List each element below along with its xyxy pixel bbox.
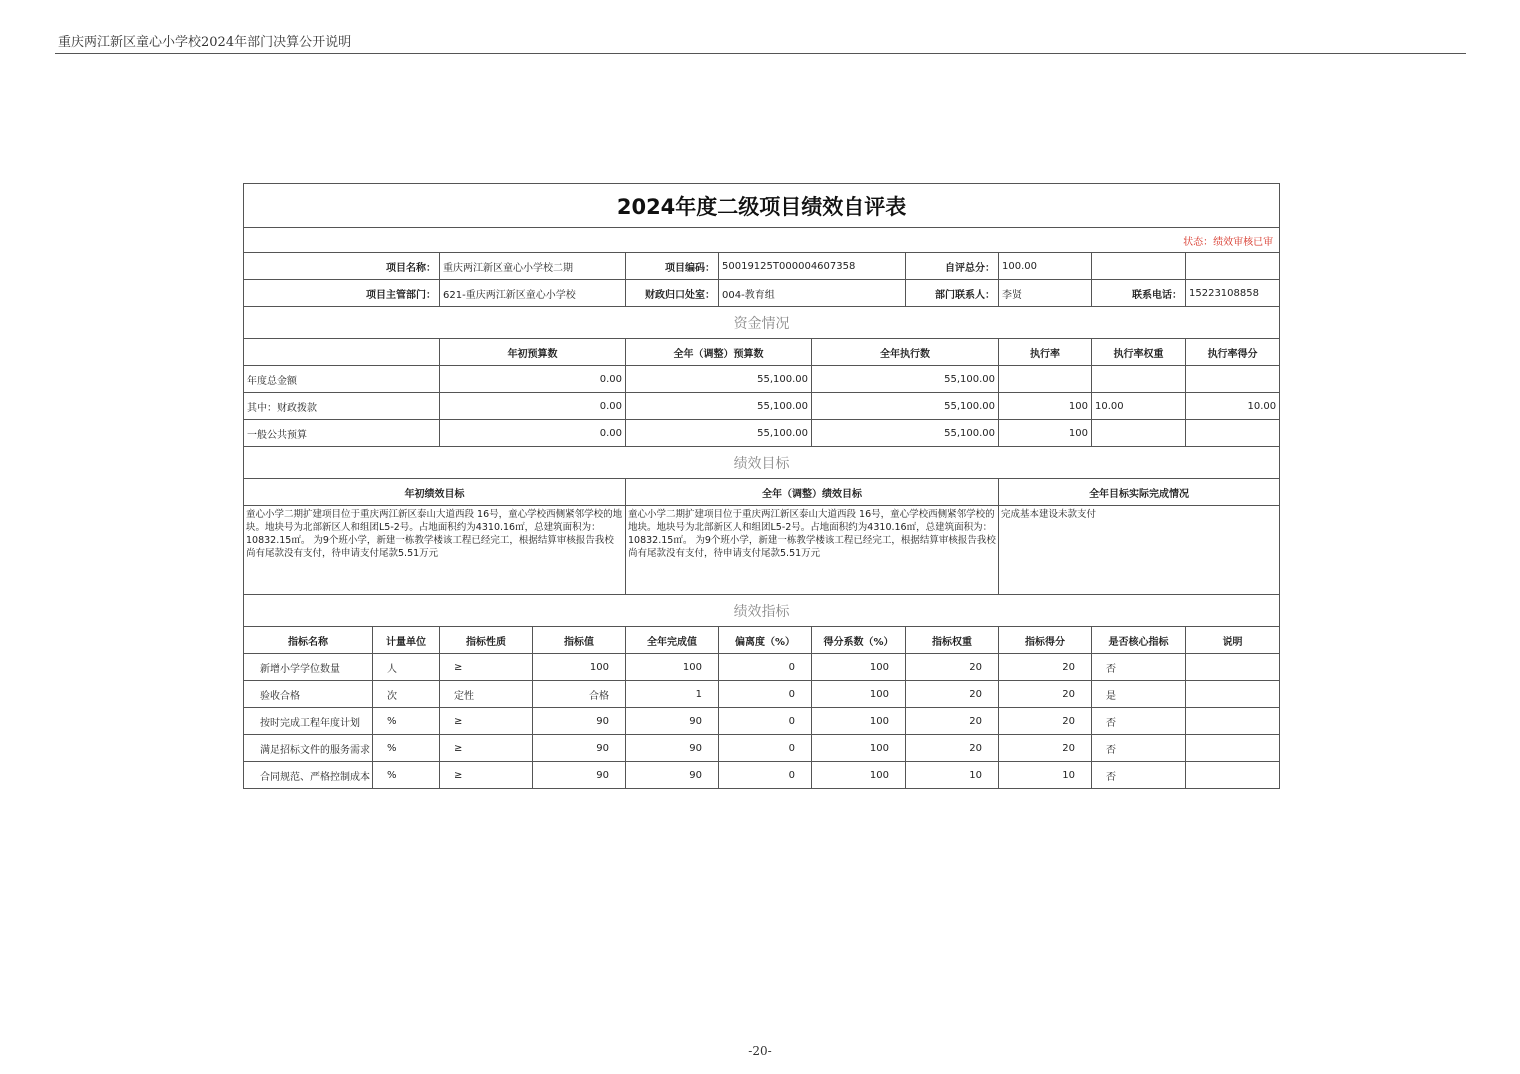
indicator-coefficient: 100 (812, 735, 906, 762)
funds-header-row (244, 339, 1280, 366)
indicator-row (244, 762, 1280, 789)
form-title: 2024年度二级项目绩效自评表 (244, 184, 1280, 228)
indicator-weight: 20 (906, 735, 999, 762)
indicator-coefficient: 100 (812, 654, 906, 681)
indicator-unit: % (373, 708, 440, 735)
info-row (244, 253, 1280, 280)
funds-adjusted: 55,100.00 (626, 420, 812, 447)
indicator-name: 验收合格 (244, 681, 373, 708)
funds-adjusted: 55,100.00 (626, 366, 812, 393)
indicator-deviation: 0 (719, 654, 812, 681)
indicators-header-row (244, 627, 1280, 654)
indicator-unit: % (373, 735, 440, 762)
funds-row (244, 366, 1280, 393)
goals-section-title: 绩效目标 (244, 447, 1280, 479)
indicator-weight: 10 (906, 762, 999, 789)
indicator-header: 指标值 (533, 627, 626, 654)
indicator-nature: ≥ (440, 708, 533, 735)
funds-initial: 0.00 (440, 366, 626, 393)
indicator-unit: 次 (373, 681, 440, 708)
funds-score (1186, 366, 1280, 393)
indicator-coefficient: 100 (812, 681, 906, 708)
funds-weight: 10.00 (1092, 393, 1186, 420)
funds-row-name: 一般公共预算 (244, 420, 440, 447)
indicator-header: 说明 (1186, 627, 1280, 654)
funds-row (244, 420, 1280, 447)
indicator-coefficient: 100 (812, 708, 906, 735)
indicator-weight: 20 (906, 708, 999, 735)
info-row (244, 280, 1280, 307)
total-score-label: 自评总分： (906, 253, 999, 280)
header-rule (55, 53, 1466, 54)
funds-executed: 55,100.00 (812, 393, 999, 420)
indicator-nature: ≥ (440, 762, 533, 789)
indicator-unit: % (373, 762, 440, 789)
indicator-name: 合同规范、严格控制成本 (244, 762, 373, 789)
funds-initial: 0.00 (440, 393, 626, 420)
contact: 李贤 (999, 280, 1092, 307)
indicator-score: 10 (999, 762, 1092, 789)
indicator-target: 90 (533, 762, 626, 789)
indicator-core: 否 (1092, 762, 1186, 789)
indicator-header: 全年完成值 (626, 627, 719, 654)
funds-rate: 100 (999, 393, 1092, 420)
funds-score: 10.00 (1186, 393, 1280, 420)
funds-header: 年初预算数 (440, 339, 626, 366)
indicator-header: 指标名称 (244, 627, 373, 654)
indicator-name: 满足招标文件的服务需求 (244, 735, 373, 762)
indicator-header: 指标权重 (906, 627, 999, 654)
indicator-target: 90 (533, 735, 626, 762)
indicator-header: 指标得分 (999, 627, 1092, 654)
funds-executed: 55,100.00 (812, 420, 999, 447)
goals-header-row (244, 479, 1280, 506)
funds-row-name: 年度总金额 (244, 366, 440, 393)
funds-header: 执行率得分 (1186, 339, 1280, 366)
indicator-header: 是否核心指标 (1092, 627, 1186, 654)
indicator-header: 得分系数（%） (812, 627, 906, 654)
indicator-row (244, 735, 1280, 762)
indicator-note (1186, 654, 1280, 681)
indicator-note (1186, 735, 1280, 762)
indicator-score: 20 (999, 735, 1092, 762)
indicator-unit: 人 (373, 654, 440, 681)
total-score: 100.00 (999, 253, 1092, 280)
indicator-score: 20 (999, 708, 1092, 735)
funds-header: 执行率权重 (1092, 339, 1186, 366)
indicator-deviation: 0 (719, 681, 812, 708)
contact-label: 部门联系人： (906, 280, 999, 307)
funds-section-title: 资金情况 (244, 307, 1280, 339)
empty-cell (1186, 253, 1280, 280)
indicator-row (244, 708, 1280, 735)
indicator-weight: 20 (906, 681, 999, 708)
dept: 621-重庆两江新区童心小学校 (440, 280, 626, 307)
empty-cell (1092, 253, 1186, 280)
funds-weight (1092, 420, 1186, 447)
indicator-target: 90 (533, 708, 626, 735)
indicator-score: 20 (999, 654, 1092, 681)
indicator-core: 是 (1092, 681, 1186, 708)
indicator-nature: 定性 (440, 681, 533, 708)
indicator-core: 否 (1092, 708, 1186, 735)
indicator-deviation: 0 (719, 762, 812, 789)
goals-row (244, 506, 1280, 595)
indicator-name: 新增小学学位数量 (244, 654, 373, 681)
indicator-note (1186, 762, 1280, 789)
indicator-target: 100 (533, 654, 626, 681)
finance-office-label: 财政归口处室： (626, 280, 719, 307)
indicator-actual: 90 (626, 708, 719, 735)
status-badge: 状态：绩效审核已审 (244, 228, 1280, 253)
actual-completion-text: 完成基本建设未款支付 (999, 506, 1280, 595)
indicator-target: 合格 (533, 681, 626, 708)
page-header: 重庆两江新区童心小学校2024年部门决算公开说明 (58, 35, 352, 50)
dept-label: 项目主管部门： (244, 280, 440, 307)
indicator-nature: ≥ (440, 735, 533, 762)
funds-header: 全年执行数 (812, 339, 999, 366)
indicator-note (1186, 708, 1280, 735)
indicator-note (1186, 681, 1280, 708)
phone-label: 联系电话： (1092, 280, 1186, 307)
funds-rate (999, 366, 1092, 393)
indicator-header: 指标性质 (440, 627, 533, 654)
project-code: 50019125T000004607358 (719, 253, 906, 280)
funds-weight (1092, 366, 1186, 393)
indicator-weight: 20 (906, 654, 999, 681)
phone: 15223108858 (1186, 280, 1280, 307)
indicator-deviation: 0 (719, 708, 812, 735)
indicator-nature: ≥ (440, 654, 533, 681)
indicator-actual: 1 (626, 681, 719, 708)
indicator-core: 否 (1092, 735, 1186, 762)
funds-rate: 100 (999, 420, 1092, 447)
performance-self-evaluation-table (243, 183, 1280, 789)
indicator-row (244, 681, 1280, 708)
funds-score (1186, 420, 1280, 447)
funds-executed: 55,100.00 (812, 366, 999, 393)
goals-header: 全年（调整）绩效目标 (626, 479, 999, 506)
indicator-actual: 90 (626, 762, 719, 789)
indicator-actual: 100 (626, 654, 719, 681)
indicator-name: 按时完成工程年度计划 (244, 708, 373, 735)
funds-row (244, 393, 1280, 420)
indicator-actual: 90 (626, 735, 719, 762)
adjusted-goal-text: 童心小学二期扩建项目位于重庆两江新区泰山大道西段 16号，童心学校西侧紧邻学校的地块。地块号为北部新区人和组团L5-2号。占地面积约为4310.16㎡，总建筑面积为：10832.15㎡。 为9个班小学，新建一栋教学楼该工程已经完工，根据结算审核报告我校尚有尾款没有支付，待申请支付尾款5.51万元 (626, 506, 999, 595)
indicator-core: 否 (1092, 654, 1186, 681)
finance-office: 004-教育组 (719, 280, 906, 307)
funds-initial: 0.00 (440, 420, 626, 447)
goals-header: 年初绩效目标 (244, 479, 626, 506)
page-number: -20- (748, 1044, 772, 1058)
indicator-row (244, 654, 1280, 681)
project-name: 重庆两江新区童心小学校二期 (440, 253, 626, 280)
funds-header: 执行率 (999, 339, 1092, 366)
indicator-score: 20 (999, 681, 1092, 708)
indicator-header: 计量单位 (373, 627, 440, 654)
indicators-section-title: 绩效指标 (244, 595, 1280, 627)
funds-header (244, 339, 440, 366)
indicator-header: 偏离度（%） (719, 627, 812, 654)
initial-goal-text: 童心小学二期扩建项目位于重庆两江新区泰山大道西段 16号，童心学校西侧紧邻学校的地块。地块号为北部新区人和组团L5-2号。占地面积约为4310.16㎡，总建筑面积为：10832.15㎡。 为9个班小学，新建一栋教学楼该工程已经完工，根据结算审核报告我校尚有尾款没有支付，待申请支付尾款5.51万元 (244, 506, 626, 595)
indicator-deviation: 0 (719, 735, 812, 762)
indicator-coefficient: 100 (812, 762, 906, 789)
project-name-label: 项目名称： (244, 253, 440, 280)
funds-row-name: 其中：财政拨款 (244, 393, 440, 420)
project-code-label: 项目编码： (626, 253, 719, 280)
funds-header: 全年（调整）预算数 (626, 339, 812, 366)
funds-adjusted: 55,100.00 (626, 393, 812, 420)
goals-header: 全年目标实际完成情况 (999, 479, 1280, 506)
